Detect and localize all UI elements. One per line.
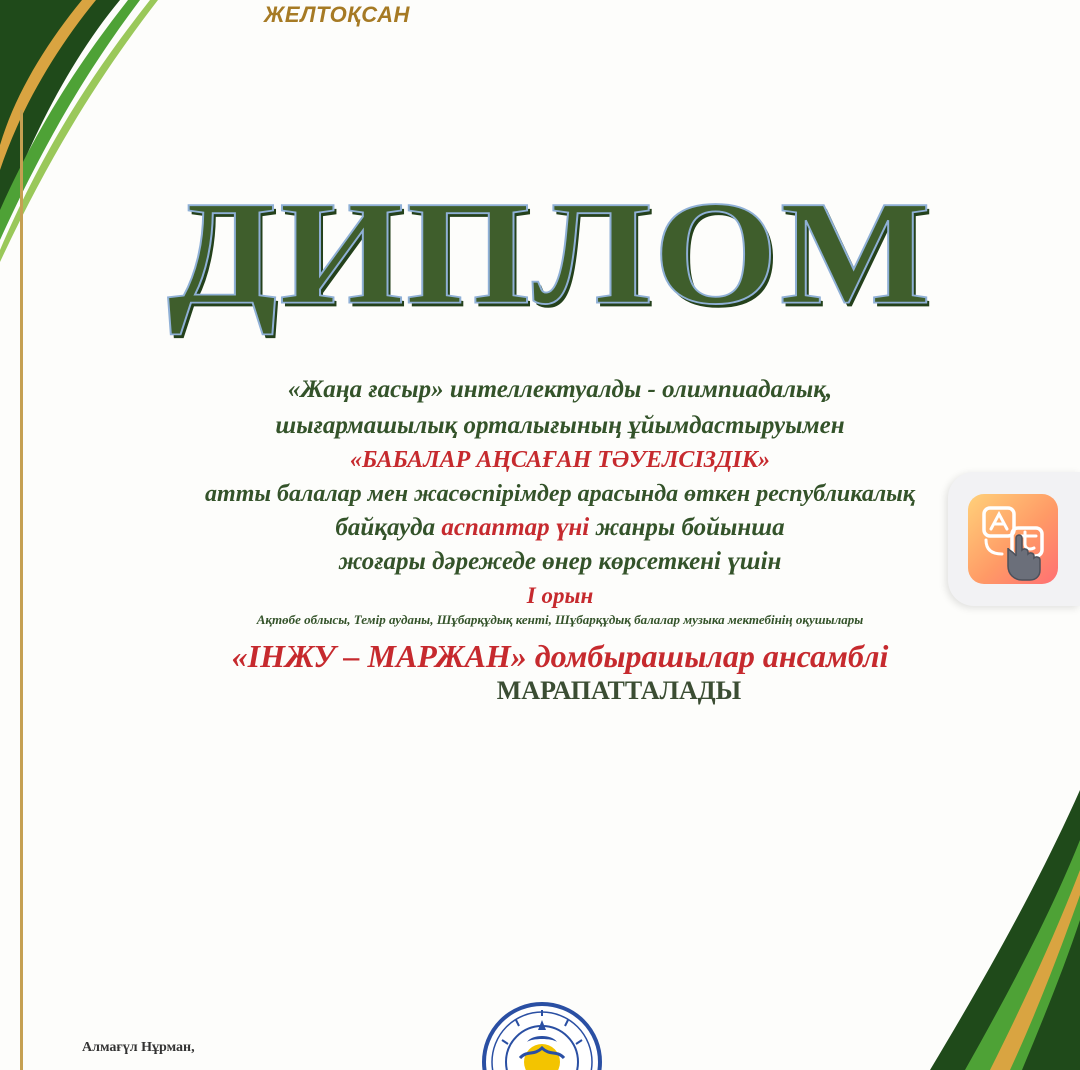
translate-button[interactable] (968, 494, 1058, 584)
translate-widget[interactable] (948, 472, 1080, 606)
awarded-label: МАРАПАТТАЛАДЫ (496, 676, 742, 705)
location-line: Ақтөбе облысы, Темір ауданы, Шұбарқұдық кенті, Шұбарқұдық балалар музыка мектебінің оқушылары (256, 612, 864, 627)
seal-emblem (482, 1000, 602, 1070)
genre-name: аспаптар үні (441, 514, 590, 541)
contest-description: атты балалар мен жасөспірімдер арасында өткен республикалық (205, 481, 915, 507)
contest-name: «БАБАЛАР АҢСАҒАН ТӘУЕЛСІЗДІК» (349, 447, 771, 473)
genre-suffix: жанры бойынша (589, 514, 785, 541)
diploma-title: ДИПЛОМ (167, 169, 933, 336)
place-label: І орын (526, 583, 594, 608)
month-label: ЖЕЛТОҚСАН (264, 2, 410, 27)
genre-prefix: байқауда (335, 514, 442, 541)
signer-name: Алмағүл Нұрман, (82, 1040, 195, 1055)
recipient-name: «ІНЖУ – МАРЖАН» домбырашылар ансамблі (231, 638, 889, 674)
organizer-line-1: «Жаңа ғасыр» интеллектуалды - олимпиадалық, (287, 376, 833, 403)
translate-icon (968, 494, 1058, 584)
organizer-line-2: шығармашылық орталығының ұйымдастыруымен (275, 412, 845, 439)
genre-line (60, 511, 1060, 545)
merit-line: жоғары дәрежеде өнер көрсеткені үшін (338, 548, 782, 575)
